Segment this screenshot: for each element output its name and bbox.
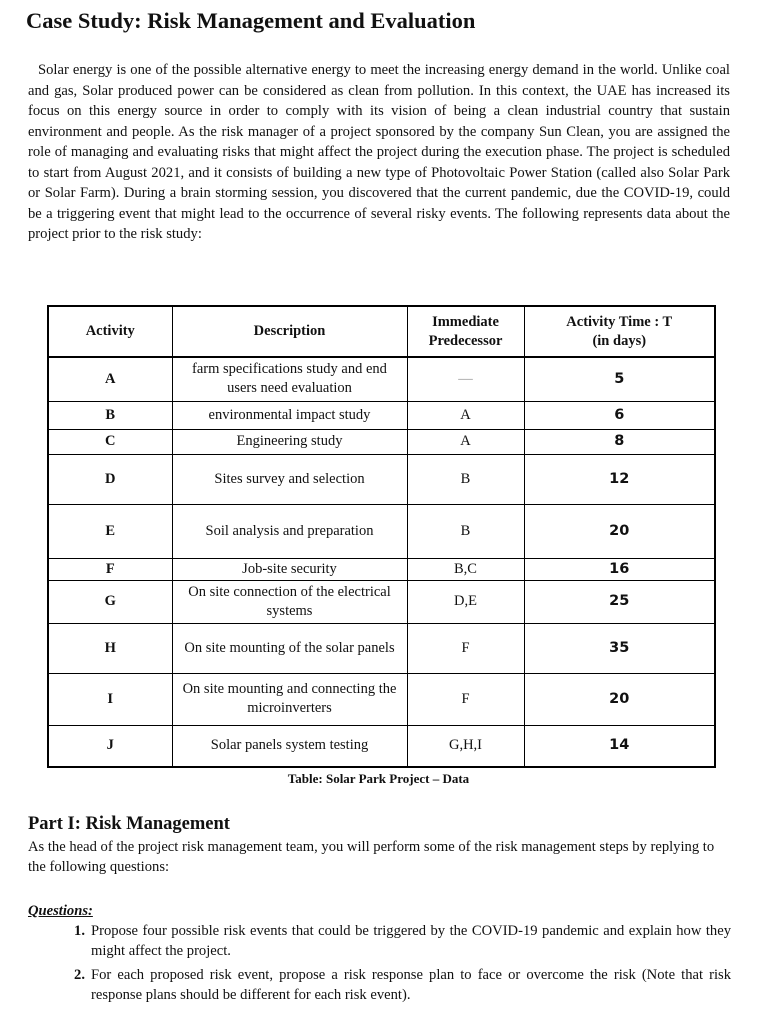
cell-predecessor: A bbox=[407, 429, 524, 454]
question-text: Propose four possible risk events that could be triggered by the COVID-19 pandemic and explain how they might affect the project. bbox=[91, 923, 731, 959]
header-predecessor-line1: Immediate bbox=[432, 313, 499, 330]
cell-predecessor: — bbox=[407, 357, 524, 401]
cell-description: Solar panels system testing bbox=[172, 725, 407, 767]
cell-time: 16 bbox=[524, 558, 715, 580]
cell-time: 20 bbox=[524, 504, 715, 558]
table-row bbox=[48, 673, 715, 725]
table-row bbox=[48, 725, 715, 767]
cell-description: On site connection of the electrical systems bbox=[172, 580, 407, 623]
header-predecessor-line2: Predecessor bbox=[428, 332, 503, 349]
question-text: For each proposed risk event, propose a risk response plan to face or overcome the risk (Note that risk response plans should be different for each risk event). bbox=[91, 967, 731, 1003]
table-row bbox=[48, 357, 715, 401]
cell-activity: E bbox=[48, 504, 172, 558]
cell-predecessor: B,C bbox=[407, 558, 524, 580]
cell-activity: G bbox=[48, 580, 172, 623]
questions-list bbox=[28, 921, 731, 1009]
table-row bbox=[48, 504, 715, 558]
questions-heading: Questions: bbox=[28, 903, 93, 919]
cell-activity: J bbox=[48, 725, 172, 767]
header-time-line2: (in days) bbox=[592, 332, 647, 349]
question-item bbox=[28, 921, 731, 961]
intro-text: Solar energy is one of the possible alternative energy to meet the increasing energy demand in the world. Unlike coal and gas, Solar produced power can be considered as clean from pollution. In this context, the UAE has increased its focus on this energy source in order to comply with its vision of being a clean industrial country that sustain environment and people. As the risk manager of a project sponsored by the company Sun Clean, you are assigned the role of managing and evaluating risks that might affect the project during the execution phase. The project is scheduled to start from August 2021, and it consists of building a new type of Photovoltaic Power Station (called also Solar Park or Solar Farm). During a brain storming session, you discovered that the current pandemic, due the COVID-19, could be a triggering event that might lead to the occurrence of several risky events. The following represents data about the project prior to the risk study: bbox=[28, 62, 730, 242]
cell-time: 6 bbox=[524, 401, 715, 429]
cell-predecessor: D,E bbox=[407, 580, 524, 623]
header-activity: Activity bbox=[48, 306, 172, 357]
question-number: 2. bbox=[74, 967, 85, 983]
cell-time: 14 bbox=[524, 725, 715, 767]
cell-time: 20 bbox=[524, 673, 715, 725]
table-row bbox=[48, 580, 715, 623]
cell-predecessor: A bbox=[407, 401, 524, 429]
table-row bbox=[48, 454, 715, 504]
table-row bbox=[48, 401, 715, 429]
question-item bbox=[28, 965, 731, 1005]
intro-paragraph bbox=[28, 60, 730, 245]
cell-predecessor: B bbox=[407, 504, 524, 558]
cell-time: 35 bbox=[524, 623, 715, 673]
table-header-row bbox=[48, 306, 715, 357]
cell-predecessor: F bbox=[407, 623, 524, 673]
cell-predecessor: B bbox=[407, 454, 524, 504]
part1-title: Part I: Risk Management bbox=[28, 814, 230, 834]
cell-time: 8 bbox=[524, 429, 715, 454]
cell-activity: I bbox=[48, 673, 172, 725]
cell-description: On site mounting of the solar panels bbox=[172, 623, 407, 673]
cell-time: 5 bbox=[524, 357, 715, 401]
cell-predecessor: G,H,I bbox=[407, 725, 524, 767]
cell-time: 25 bbox=[524, 580, 715, 623]
cell-activity: C bbox=[48, 429, 172, 454]
cell-description: Engineering study bbox=[172, 429, 407, 454]
page-title: Case Study: Risk Management and Evaluation bbox=[26, 8, 476, 33]
cell-activity: H bbox=[48, 623, 172, 673]
header-time bbox=[524, 306, 715, 357]
cell-activity: F bbox=[48, 558, 172, 580]
table-row bbox=[48, 429, 715, 454]
table-row bbox=[48, 623, 715, 673]
cell-time: 12 bbox=[524, 454, 715, 504]
table-caption: Table: Solar Park Project – Data bbox=[287, 771, 470, 786]
part1-intro: As the head of the project risk management team, you will perform some of the risk management steps by replying to the following questions: bbox=[28, 839, 715, 875]
cell-description: environmental impact study bbox=[172, 401, 407, 429]
project-data-table bbox=[47, 305, 716, 768]
cell-description: On site mounting and connecting the microinverters bbox=[172, 673, 407, 725]
cell-activity: A bbox=[48, 357, 172, 401]
header-predecessor bbox=[407, 306, 524, 357]
cell-activity: B bbox=[48, 401, 172, 429]
cell-activity: D bbox=[48, 454, 172, 504]
cell-description: Sites survey and selection bbox=[172, 454, 407, 504]
table-row bbox=[48, 558, 715, 580]
header-time-line1: Activity Time : T bbox=[566, 313, 673, 330]
cell-description: farm specifications study and end users need evaluation bbox=[172, 357, 407, 401]
cell-description: Job-site security bbox=[172, 558, 407, 580]
cell-predecessor: F bbox=[407, 673, 524, 725]
question-number: 1. bbox=[74, 923, 85, 939]
header-description: Description bbox=[172, 306, 407, 357]
cell-description: Soil analysis and preparation bbox=[172, 504, 407, 558]
